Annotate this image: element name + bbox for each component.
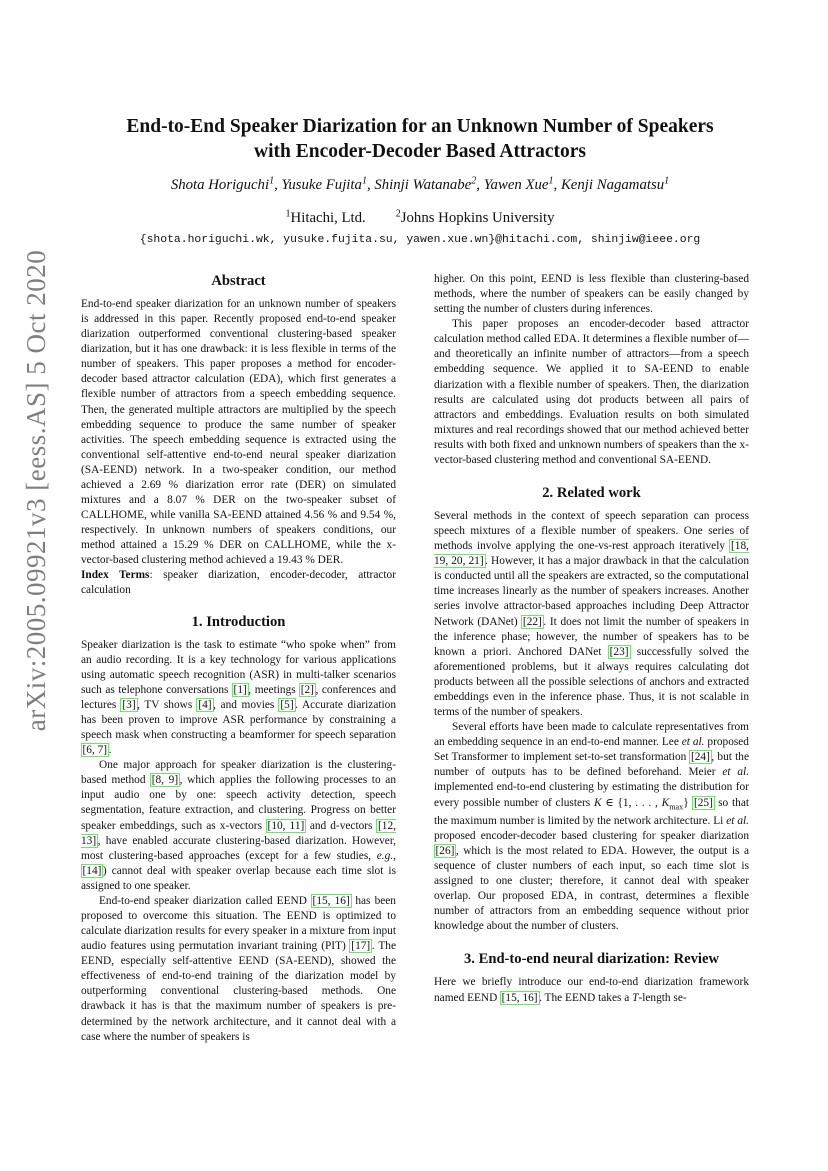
right-column — [434, 272, 749, 1006]
citation-link[interactable]: [12, 13] — [81, 819, 396, 847]
citation-link[interactable]: [4] — [198, 698, 212, 711]
abstract-text: End-to-end speaker diarization for an unknown number of speakers is addressed in this paper. Recently proposed end-to-end speaker diarization outperformed conventional clustering-based speaker diarization, but it has one drawback: it is less flexible in terms of the number of speakers. This paper proposes a method for encoder-decoder based attractor calculation (EDA), which first generates a flexible number of attractors from a speech embedding sequence. Then, the generated multiple attractors are multiplied by the speech embedding sequence to produce the same number of speaker activities. The speech embedding sequence is extracted using the conventional self-attentive end-to-end neural speaker diarization (SA-EEND) network. In a two-speaker condition, our method achieved a 2.69 % diarization error rate (DER) on simulated mixtures and a 8.07 % DER on the two-speaker subset of CALLHOME, while vanilla SA-EEND attained 4.56 % and 9.54 %, respectively. In unknown numbers of speakers conditions, our method attained a 15.29 % DER on CALLHOME, while the x-vector-based clustering method achieved a 19.43 % DER. — [81, 298, 396, 567]
left-column — [81, 272, 396, 1045]
italic-text: e.g. — [376, 849, 394, 862]
index-terms — [81, 568, 396, 598]
italic-text: et al. — [681, 736, 705, 749]
affiliation: Johns Hopkins University — [400, 210, 555, 226]
related-paragraph-2: Several efforts have been made to calculate representatives from an embedding sequence in an end-to-end manner. Lee et al. proposed Set Transformer to implement set-to-set transformation [24] , but the number of outputs has to be defined beforehand. Meier et al. implemented end-to-end clustering by estimating the distribution for every possible number of clusters K ∈ {1, . . . , $K_{max}$} [25] so that the maximum number is limited by the network architecture. Li et al. proposed encoder-decoder based clustering for speaker diarization [26] , which is the most related to EDA. However, the output is a sequence of cluster numbers of each input, so each time slot is assigned to one cluster; therefore, it cannot deal with speaker overlap. Our proposed EDA, in contrast, determines a flexible number of attractors from an embedding sequence without prior knowledge about the number of clusters. — [434, 721, 750, 933]
author-affiliation: 1 — [664, 175, 670, 187]
italic-text: et al. — [722, 766, 749, 779]
section-heading-related-work: 2. Related work — [542, 485, 641, 502]
author-affiliation: 2 — [471, 175, 477, 187]
affiliation: Hitachi, Ltd. — [290, 210, 366, 226]
related-paragraph-1: Several methods in the context of speech separation can process speech mixtures of a flexible number of speakers. One series of methods involve applying the one-vs-rest approach iteratively [18, 19, 20, 21] . However, it has a major drawback in that the calculation is conducted until all the speakers are extracted, so the computational time increases linearly as the number of speakers increases. Another series involve attractor-based approaches including Deep Attractor Network (DANet) [22] . It does not limit the number of speakers in the inference phase; however, the number of speakers has to be known a priori. Anchored DANet [23] successfully solved the aforementioned problems, but it always requires calculating dot products between all the possible selections of anchors and extracted embeddings even in the inference phase. Thus, it is not scalable in terms of the number of speakers. — [434, 510, 749, 719]
italic-text: T — [632, 991, 639, 1004]
paper-title — [60, 114, 780, 164]
italic-text: K — [661, 796, 670, 809]
citation-link[interactable]: [10, 11] — [267, 819, 305, 832]
intro-paragraph-1: Speaker diarization is the task to estimate “who spoke when” from an audio recording. It is a key technology for various applications using automatic speech recognition (ASR) in multi-talker scenarios such as telephone conversations [1] , meetings [2] , conferences and lectures [3] , TV shows [4] , and movies [5] . Accurate diarization has been proven to improve ASR performance by constraining a speech mask when constructing a beamformer for speech separation [6, 7] . — [81, 638, 397, 757]
author: Yawen Xue — [483, 177, 549, 193]
citation-link[interactable]: [1] — [233, 683, 247, 696]
citation-link[interactable]: [6, 7] — [82, 744, 108, 757]
affiliations — [60, 210, 780, 227]
subscript: max — [669, 801, 684, 811]
index-terms-label: Index Terms — [81, 569, 150, 582]
title-line-2: with Encoder-Decoder Based Attractors — [254, 141, 586, 162]
intro-paragraph-3-continued: higher. On this point, EEND is less flexible than clustering-based methods, where the number of speakers can be easily changed by setting the number of clusters during inferences. — [434, 273, 749, 316]
citation-link[interactable]: [3] — [122, 698, 136, 711]
intro-paragraph-3: End-to-end speaker diarization called EEND [15, 16] has been proposed to overcome this situation. The EEND is optimized to calculate diarization results for every speaker in a mixture from input audio features using permutation invariant training (PIT) [17] . The EEND, especially self-attentive EEND (SA-EEND), showed the effectiveness of end-to-end training of the diarization model by outperforming conventional clustering-based methods. One drawback it has is that the maximum number of speakers is pre-determined by the network architecture, and it cannot deal with a case where the number of speakers is — [81, 894, 396, 1043]
citation-link[interactable]: [26] — [435, 845, 455, 857]
author-affiliation: 1 — [269, 175, 275, 187]
citation-link[interactable]: [23] — [609, 645, 629, 658]
title-line-1: End-to-End Speaker Diarization for an Unknown Number of Speakers — [126, 116, 714, 137]
affiliation-number: 1 — [285, 208, 291, 220]
citation-link[interactable]: [22] — [522, 615, 542, 628]
author-affiliation: 1 — [361, 175, 367, 187]
affiliation-number: 2 — [395, 208, 401, 220]
citation-link[interactable]: [2] — [300, 683, 314, 696]
citation-link[interactable]: [5] — [280, 698, 294, 711]
author: Shota Horiguchi — [170, 177, 270, 193]
section-heading-introduction: 1. Introduction — [191, 613, 286, 630]
arxiv-stamp — [20, 140, 54, 840]
citation-link[interactable]: [18, 19, 20, 21] — [434, 540, 749, 568]
author: Shinji Watanabe — [374, 177, 472, 193]
italic-text: K — [593, 796, 602, 809]
arxiv-id: arXiv:2005.09921v3 [eess.AS] 5 Oct 2020 — [21, 249, 52, 731]
author: Kenji Nagamatsu — [560, 177, 665, 193]
index-terms-text: : speaker diarization, encoder-decoder, attractor calculation — [81, 569, 396, 597]
abstract-heading: Abstract — [211, 273, 266, 289]
citation-link[interactable]: [14] — [82, 864, 102, 877]
citation-link[interactable]: [8, 9] — [151, 774, 179, 787]
intro-paragraph-4: This paper proposes an encoder-decoder based attractor calculation method called EDA. It determines a flexible number of—and theoretically an infinite number of attractors—from a speech embedding sequence. We applied it to SA-EEND to enable diarization with a flexible number of speakers. Then, the diarization results are calculated using dot products between all pairs of attractors and embeddings. Evaluation results on both simulated mixtures and real recordings showed that our method achieved better results with both fixed and unknown numbers of speakers than the x-vector-based clustering method and conventional SA-EEND. — [434, 318, 749, 466]
intro-paragraph-2: One major approach for speaker diarization is the clustering-based method [8, 9] , which applies the following processes to an input audio one by one: speech activity detection, speech segmentation, feature extraction, and clustering. Progress on better speaker embeddings, such as x-vectors [10, 11] and d-vectors [12, 13] , have enabled accurate clustering-based diarization. However, most clustering-based approaches (except for a few studies, e.g., [14] ) cannot deal with speaker overlap because each time slot is assigned to one speaker. — [81, 759, 396, 892]
italic-text: et al. — [726, 814, 749, 827]
author: Yusuke Fujita — [281, 177, 362, 193]
citation-link[interactable]: [15, 16] — [312, 894, 350, 907]
citation-link[interactable]: [25] — [693, 796, 713, 809]
citation-link[interactable]: [17] — [351, 940, 371, 953]
section-heading-review: 3. End-to-end neural diarization: Review — [464, 951, 719, 968]
citation-link[interactable]: [15, 16] — [501, 991, 538, 1004]
author-affiliation: 1 — [548, 175, 554, 187]
review-paragraph-1: Here we briefly introduce our end-to-end diarization framework named EEND [15, 16] . The EEND takes a T-length se- — [434, 976, 749, 1004]
citation-link[interactable]: [24] — [690, 751, 710, 764]
author-list: Shota Horiguchi$^1$, Yusuke Fujita$^1$, Shinji Watanabe$^2$, Yawen Xue$^1$, Kenji Nagamatsu$^1$ — [170, 175, 670, 193]
author-emails: {shota.horiguchi.wk, yusuke.fujita.su, yawen.xue.wn}@hitachi.com, shinjiw@ieee.org — [139, 234, 701, 246]
